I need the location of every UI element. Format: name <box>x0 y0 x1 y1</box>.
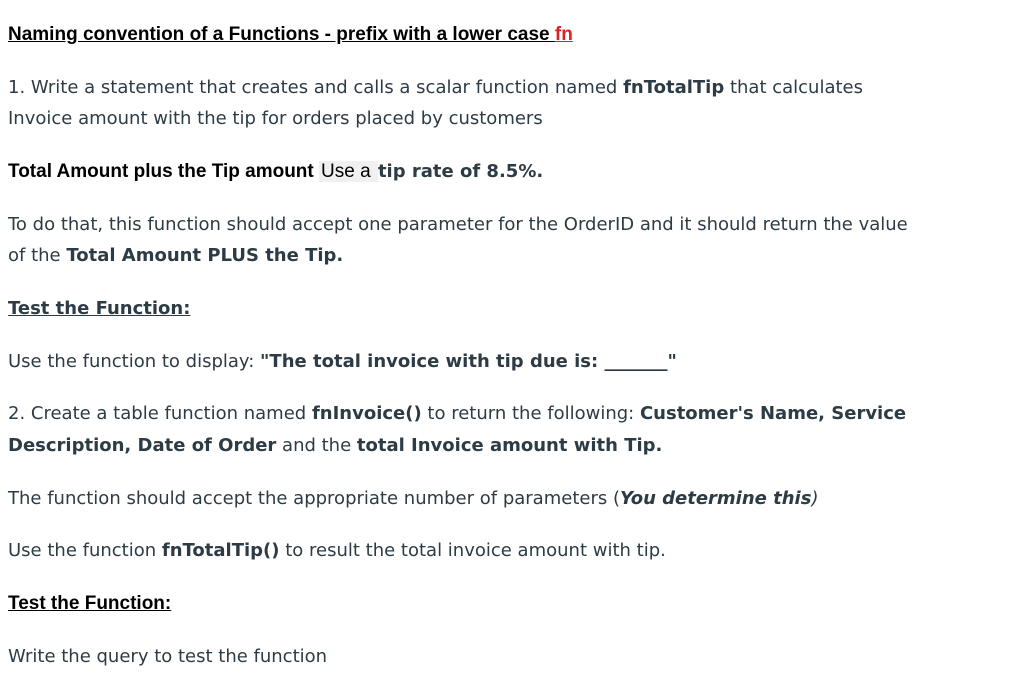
param-line1: To do that, this function should accept one parameter for the OrderID and it should return the value <box>8 214 908 235</box>
display-prefix: Use the function to display: <box>8 351 261 372</box>
display-bold: "The total invoice with tip due is: _______" <box>260 351 677 372</box>
heading-text: Naming convention of a Functions - prefix with a lower case <box>8 24 555 45</box>
param-prefix: of the <box>8 245 67 266</box>
q1-prefix: 1. Write a statement that creates and calls a scalar function named <box>8 77 624 98</box>
q2-line2-bold2: total Invoice amount with Tip. <box>356 435 663 456</box>
use-fn-suffix: to result the total invoice amount with tip. <box>279 540 666 561</box>
q2-bold1: Customer's Name, Service <box>639 403 907 424</box>
use-fn-line <box>8 540 666 562</box>
tip-line <box>8 161 543 183</box>
q2-mid: to return the following: <box>421 403 640 424</box>
q2-line2 <box>8 435 662 457</box>
final-line: Write the query to test the function <box>8 646 328 667</box>
heading-accent-fn: fn <box>554 24 573 45</box>
use-fn-name: fnTotalTip() <box>161 540 280 561</box>
params2-suffix: ) <box>811 488 819 509</box>
q2-line1 <box>8 403 906 425</box>
param-bold: Total Amount PLUS the Tip. <box>66 245 344 266</box>
use-fn-prefix: Use the function <box>8 540 162 561</box>
test2-heading: Test the Function: <box>8 593 172 614</box>
param-line2 <box>8 245 343 267</box>
tip-bold-text: Total Amount plus the Tip amount <box>8 161 320 182</box>
q2-fn-name: fnInvoice() <box>311 403 422 424</box>
q1-suffix: that calculates <box>724 77 864 98</box>
q1-line1 <box>8 77 863 99</box>
tip-shaded-text: Use a <box>321 161 376 182</box>
params2-prefix: The function should accept the appropriate number of parameters ( <box>8 488 620 509</box>
q2-line2-mid: and the <box>276 435 357 456</box>
q1-line2: Invoice amount with the tip for orders placed by customers <box>8 108 543 129</box>
heading-line <box>8 24 573 46</box>
tip-rate-text: tip rate of 8.5%. <box>377 161 544 182</box>
params2-line <box>8 488 818 510</box>
test1-heading: Test the Function: <box>8 298 191 319</box>
q2-line2-bold1: Description, Date of Order <box>8 435 277 456</box>
params2-emph: You determine this <box>619 488 812 509</box>
q1-fn-name: fnTotalTip <box>623 77 725 98</box>
q2-prefix: 2. Create a table function named <box>8 403 312 424</box>
display-line <box>8 351 677 373</box>
